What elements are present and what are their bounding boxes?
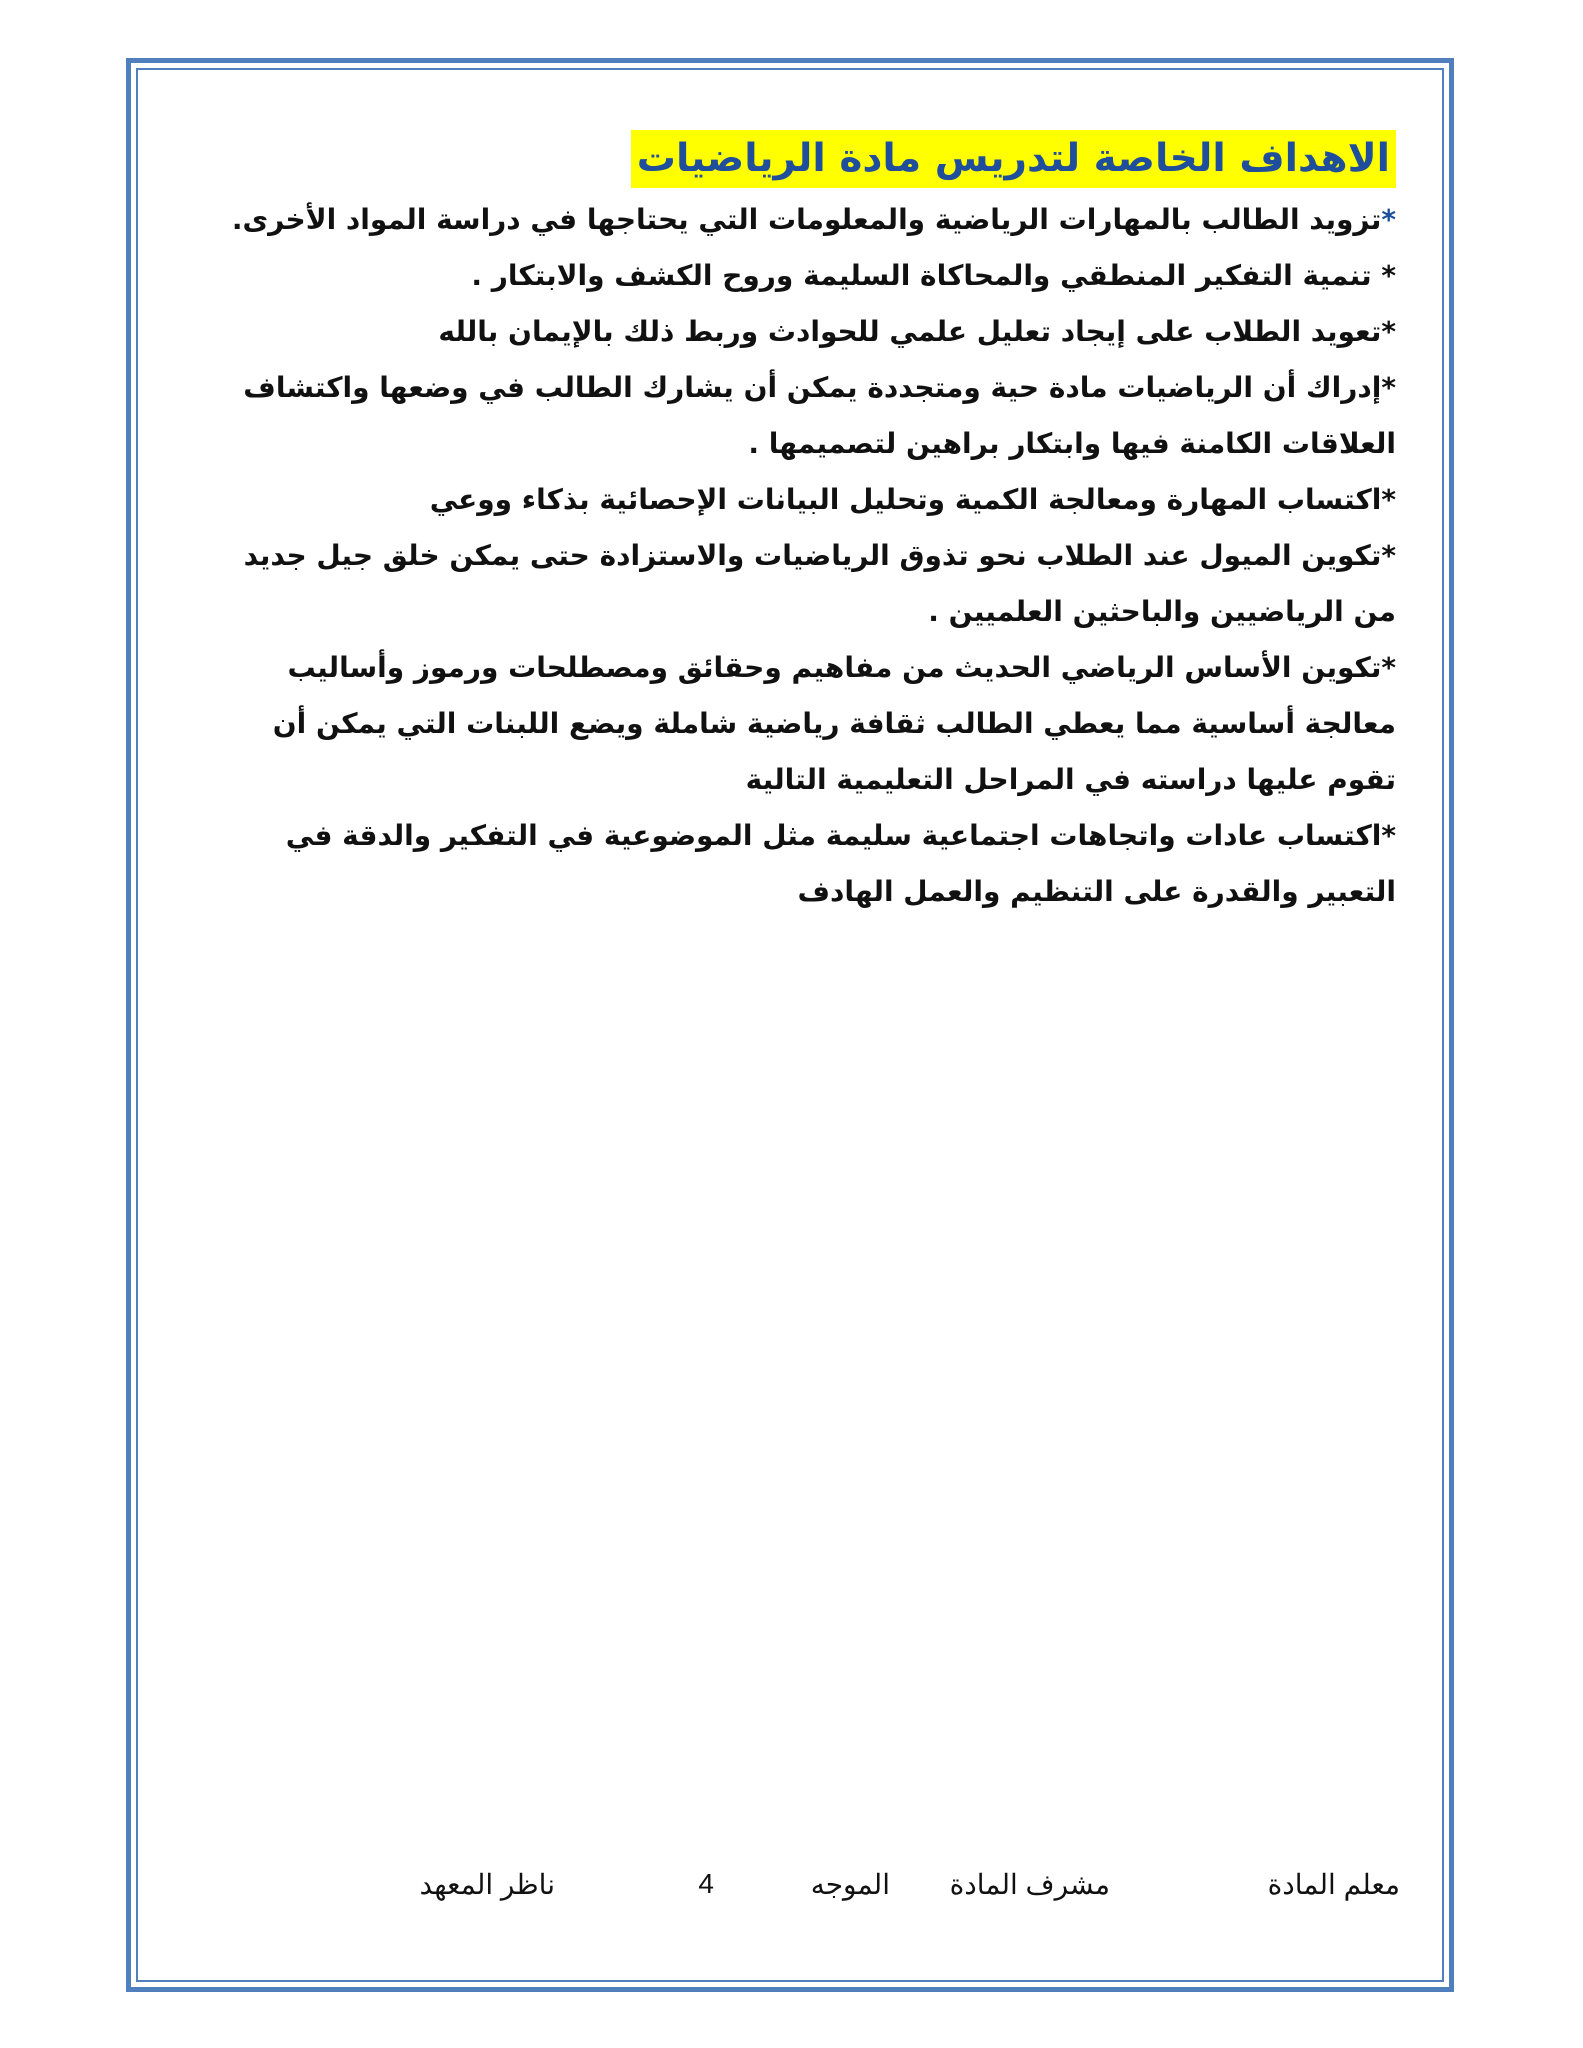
- goal-item-4: [200, 360, 1396, 472]
- goal-item-2: [200, 248, 1396, 304]
- goal-text: *إدراك أن الرياضيات مادة حية ومتجددة يمكن أن يشارك الطالب في وضعها واكتشاف العلاقات الكامنة فيها وابتكار براهين لتصميمها .: [243, 371, 1396, 460]
- title-wrapper: [200, 130, 1396, 188]
- goal-text: *اكتساب عادات واتجاهات اجتماعية سليمة مثل الموضوعية في التفكير والدقة في التعبير والقدرة على التنظيم والعمل الهادف: [285, 819, 1396, 908]
- signature-supervisor: مشرف المادة: [949, 1869, 1110, 1900]
- goal-item-5: [200, 472, 1396, 528]
- goal-text: *تعويد الطلاب على إيجاد تعليل علمي للحوادث وربط ذلك بالإيمان بالله: [438, 315, 1396, 348]
- signature-principal: ناظر المعهد: [419, 1869, 555, 1900]
- goal-text: * تنمية التفكير المنطقي والمحاكاة السليمة وروح الكشف والابتكار .: [471, 259, 1396, 292]
- signature-teacher: معلم المادة: [1267, 1869, 1400, 1900]
- goal-text: *تكوين الأساس الرياضي الحديث من مفاهيم وحقائق ومصطلحات ورموز وأساليب معالجة أساسية مما يعطي الطالب ثقافة رياضية شاملة ويضع اللبنات التي يمكن أن تقوم عليها دراسته في المراحل التعليمية التالية: [272, 651, 1396, 796]
- page-title: الاهداف الخاصة لتدريس مادة الرياضيات: [631, 130, 1396, 188]
- signature-mentor: الموجه: [810, 1869, 890, 1900]
- signature-footer: [340, 1868, 1400, 1918]
- page-number: 4: [698, 1868, 714, 1899]
- goal-item-8: [200, 808, 1396, 920]
- goal-item-7: [200, 640, 1396, 808]
- goal-item-1: [200, 192, 1396, 248]
- goal-text: تزويد الطالب بالمهارات الرياضية والمعلومات التي يحتاجها في دراسة المواد الأخرى.: [231, 203, 1382, 236]
- document-body: [200, 130, 1396, 920]
- goal-item-6: [200, 528, 1396, 640]
- goal-text: *تكوين الميول عند الطلاب نحو تذوق الرياضيات والاستزادة حتى يمكن خلق جيل جديد من الرياضيين والباحثين العلميين .: [243, 539, 1396, 628]
- goal-text: *اكتساب المهارة ومعالجة الكمية وتحليل البيانات الإحصائية بذكاء ووعي: [429, 483, 1396, 516]
- bullet-star: *: [1381, 203, 1396, 236]
- goal-item-3: [200, 304, 1396, 360]
